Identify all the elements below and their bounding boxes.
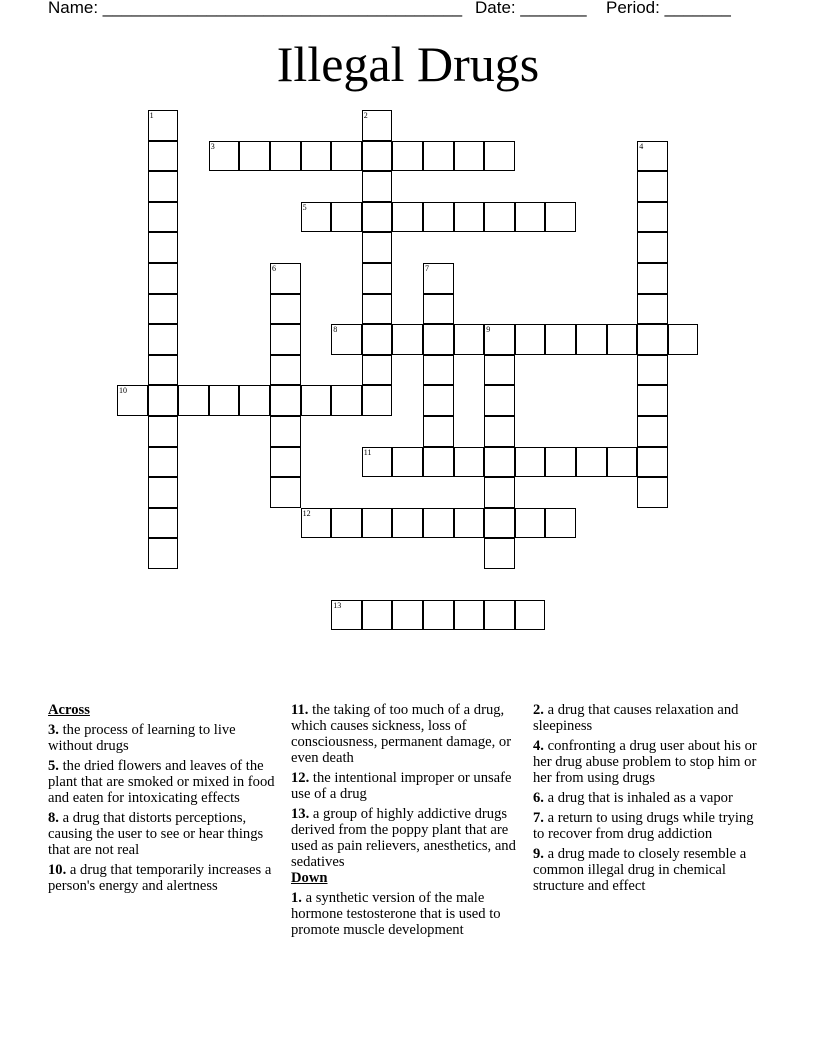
clue-across-11: 11. the taking of too much of a drug, which causes sickness, loss of consciousness, permanent damage, or even death	[291, 702, 512, 766]
crossword-cell[interactable]	[362, 263, 393, 294]
crossword-cell[interactable]	[239, 385, 270, 416]
crossword-cell[interactable]	[637, 477, 668, 508]
crossword-cell[interactable]	[484, 600, 515, 631]
crossword-cell[interactable]	[117, 385, 148, 416]
crossword-cell[interactable]	[392, 600, 423, 631]
crossword-cell[interactable]	[637, 355, 668, 386]
crossword-cell[interactable]	[362, 171, 393, 202]
crossword-cell[interactable]	[515, 324, 546, 355]
crossword-cell[interactable]	[454, 600, 485, 631]
page-title: Illegal Drugs	[276, 36, 540, 92]
crossword-cell[interactable]	[209, 385, 240, 416]
clue-number: 9	[486, 325, 491, 335]
crossword-cell[interactable]	[270, 385, 301, 416]
clue-number: 7	[425, 264, 429, 273]
crossword-cell[interactable]	[209, 141, 240, 172]
crossword-cell[interactable]	[148, 447, 179, 478]
crossword-cell[interactable]	[637, 171, 668, 202]
clue-down-9: 9. a drug made to closely resemble a common illegal drug in chemical structure and effect	[533, 846, 747, 894]
crossword-cell[interactable]	[545, 447, 576, 478]
crossword-cell[interactable]	[637, 141, 668, 172]
clue-across-8: 8. a drug that distorts perceptions, causing the user to see or hear things that are not real	[48, 810, 264, 858]
crossword-cell[interactable]	[423, 141, 454, 172]
crossword-cell[interactable]	[484, 385, 515, 416]
crossword-cell[interactable]	[423, 324, 454, 355]
period-field-label[interactable]: Period: _______	[606, 0, 731, 17]
crossword-cell[interactable]	[270, 263, 301, 294]
crossword-cell[interactable]	[331, 600, 362, 631]
crossword-cell[interactable]	[545, 202, 576, 233]
crossword-cell[interactable]	[148, 385, 179, 416]
crossword-cell[interactable]	[607, 324, 638, 355]
crossword-cell[interactable]	[484, 202, 515, 233]
crossword-cell[interactable]	[576, 324, 607, 355]
crossword-cell[interactable]	[637, 385, 668, 416]
crossword-cell[interactable]	[423, 355, 454, 386]
crossword-cell[interactable]	[637, 416, 668, 447]
crossword-cell[interactable]	[301, 508, 332, 539]
crossword-cell[interactable]	[423, 263, 454, 294]
crossword-cell[interactable]	[270, 355, 301, 386]
clue-across-12: 12. the intentional improper or unsafe use of a drug	[291, 770, 512, 802]
crossword-cell[interactable]	[576, 447, 607, 478]
crossword-cell[interactable]	[515, 600, 546, 631]
crossword-cell[interactable]	[331, 141, 362, 172]
clue-down-2: 2. a drug that causes relaxation and sleepiness	[533, 702, 739, 734]
crossword-cell[interactable]	[454, 508, 485, 539]
crossword-cell[interactable]	[423, 416, 454, 447]
name-field-label[interactable]: Name: ______________________________________	[48, 0, 463, 17]
clue-across-10: 10. a drug that temporarily increases a person's energy and alertness	[48, 862, 272, 894]
crossword-cell[interactable]	[148, 171, 179, 202]
crossword-cell[interactable]	[392, 141, 423, 172]
clue-across-13: 13. a group of highly addictive drugs derived from the poppy plant that are used as pain relievers, anesthetics, and sedatives	[291, 806, 516, 870]
crossword-cell[interactable]	[637, 447, 668, 478]
crossword-cell[interactable]	[270, 477, 301, 508]
crossword-cell[interactable]	[454, 447, 485, 478]
crossword-cell[interactable]	[148, 416, 179, 447]
crossword-cell[interactable]	[392, 202, 423, 233]
crossword-cell[interactable]	[178, 385, 209, 416]
crossword-cell[interactable]	[392, 508, 423, 539]
crossword-cell[interactable]	[515, 508, 546, 539]
clue-down-4: 4. confronting a drug user about his or her drug abuse problem to stop him or her from using drugs	[533, 738, 757, 786]
crossword-cell[interactable]	[484, 324, 515, 355]
crossword-cell[interactable]	[545, 324, 576, 355]
crossword-cell[interactable]	[270, 416, 301, 447]
crossword-cell[interactable]	[270, 141, 301, 172]
clue-number: 4	[639, 141, 644, 151]
crossword-cell[interactable]	[362, 600, 393, 631]
crossword-cell[interactable]	[362, 294, 393, 325]
clue-number: 6	[272, 264, 276, 273]
crossword-cell[interactable]	[270, 447, 301, 478]
crossword-cell[interactable]	[454, 202, 485, 233]
clue-number: 13	[333, 600, 342, 610]
clue-number: 1	[149, 111, 154, 120]
clue-down-6: 6. a drug that is inhaled as a vapor	[533, 790, 733, 806]
crossword-cell[interactable]	[515, 202, 546, 233]
date-field-label[interactable]: Date: _______	[475, 0, 587, 17]
crossword-cell[interactable]	[331, 508, 362, 539]
crossword-cell[interactable]	[362, 324, 393, 355]
crossword-cell[interactable]	[392, 447, 423, 478]
crossword-cell[interactable]	[454, 324, 485, 355]
clues-column-2	[291, 702, 526, 942]
crossword-cell[interactable]	[362, 232, 393, 263]
crossword-cell[interactable]	[301, 385, 332, 416]
crossword-cell[interactable]	[148, 263, 179, 294]
crossword-cell[interactable]	[484, 538, 515, 569]
clue-number: 5	[302, 202, 307, 212]
crossword-cell[interactable]	[668, 324, 699, 355]
crossword-cell[interactable]	[484, 447, 515, 478]
crossword-cell[interactable]	[301, 202, 332, 233]
crossword-cell[interactable]	[331, 202, 362, 233]
crossword-cell[interactable]	[148, 324, 179, 355]
crossword-cell[interactable]	[362, 508, 393, 539]
clue-across-5: 5. the dried flowers and leaves of the plant that are smoked or mixed in food and eaten for intoxicating effects	[48, 758, 275, 806]
clue-down-7: 7. a return to using drugs while trying to recover from drug addiction	[533, 810, 754, 842]
crossword-cell[interactable]	[423, 385, 454, 416]
crossword-cell[interactable]	[454, 141, 485, 172]
crossword-cell[interactable]	[362, 110, 393, 141]
crossword-cell[interactable]	[270, 294, 301, 325]
crossword-cell[interactable]	[484, 416, 515, 447]
crossword-cell[interactable]	[148, 232, 179, 263]
clue-number: 12	[302, 508, 311, 518]
crossword-cell[interactable]	[637, 324, 668, 355]
clue-number: 2	[363, 111, 368, 120]
crossword-cell[interactable]	[607, 447, 638, 478]
crossword-cell[interactable]	[148, 538, 179, 569]
clue-number: 8	[333, 325, 338, 335]
crossword-cell[interactable]	[484, 355, 515, 386]
crossword-cell[interactable]	[423, 600, 454, 631]
crossword-cell[interactable]	[148, 508, 179, 539]
crossword-cell[interactable]	[515, 447, 546, 478]
crossword-cell[interactable]	[362, 355, 393, 386]
crossword-cell[interactable]	[148, 110, 179, 141]
crossword-cell[interactable]	[362, 385, 393, 416]
crossword-cell[interactable]	[148, 202, 179, 233]
crossword-cell[interactable]	[331, 385, 362, 416]
clue-down-1: 1. a synthetic version of the male hormone testosterone that is used to promote muscle development	[291, 890, 501, 938]
crossword-cell[interactable]	[148, 294, 179, 325]
crossword-cell[interactable]	[362, 202, 393, 233]
crossword-cell[interactable]	[239, 141, 270, 172]
crossword-cell[interactable]	[331, 324, 362, 355]
crossword-cell[interactable]	[423, 294, 454, 325]
clue-number: 3	[210, 141, 215, 151]
crossword-cell[interactable]	[270, 324, 301, 355]
crossword-cell[interactable]	[484, 141, 515, 172]
crossword-cell[interactable]	[637, 232, 668, 263]
clue-number: 11	[363, 447, 372, 457]
crossword-cell[interactable]	[484, 477, 515, 508]
crossword-cell[interactable]	[362, 447, 393, 478]
clues-column-1	[48, 702, 283, 898]
crossword-cell[interactable]	[423, 447, 454, 478]
clues-column-3	[533, 702, 768, 898]
crossword-cell[interactable]	[637, 202, 668, 233]
across-heading: Across	[48, 702, 90, 718]
crossword-cell[interactable]	[301, 141, 332, 172]
crossword-cell[interactable]	[637, 263, 668, 294]
crossword-cell[interactable]	[362, 141, 393, 172]
down-heading: Down	[291, 870, 328, 886]
clue-number: 10	[119, 386, 127, 396]
crossword-cell[interactable]	[637, 294, 668, 325]
crossword-cell[interactable]	[423, 202, 454, 233]
crossword-cell[interactable]	[484, 508, 515, 539]
crossword-cell[interactable]	[423, 508, 454, 539]
crossword-cell[interactable]	[392, 324, 423, 355]
clue-across-3: 3. the process of learning to live without drugs	[48, 722, 236, 754]
crossword-cell[interactable]	[148, 477, 179, 508]
crossword-cell[interactable]	[148, 141, 179, 172]
crossword-cell[interactable]	[545, 508, 576, 539]
crossword-cell[interactable]	[148, 355, 179, 386]
